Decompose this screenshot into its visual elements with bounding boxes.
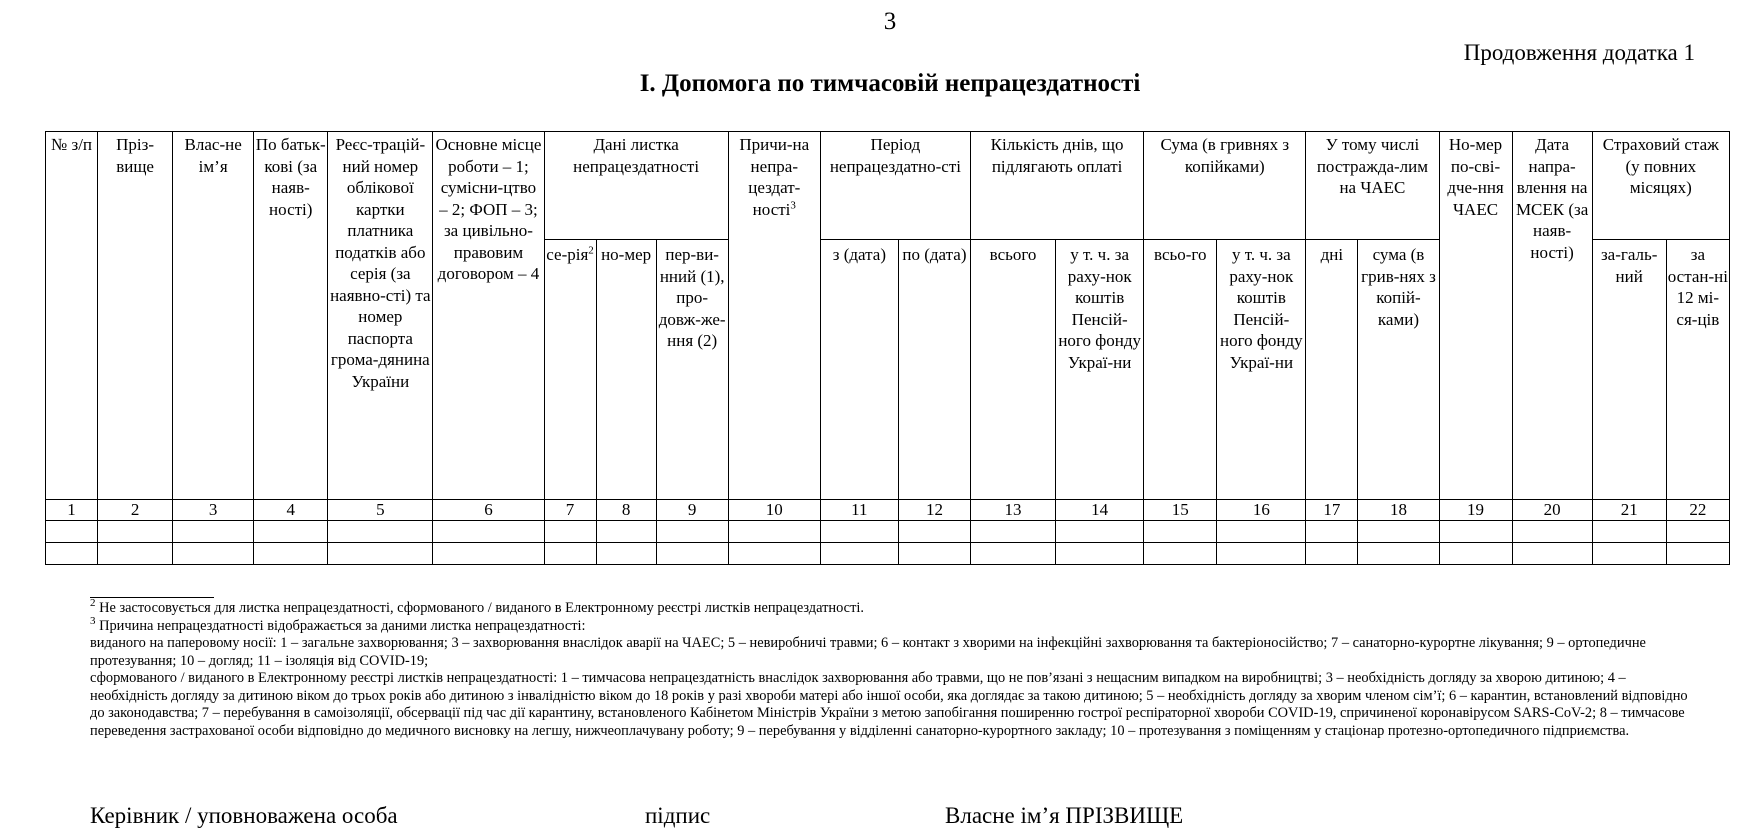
column-number: 17: [1306, 500, 1358, 521]
header-group-insurance-stazh: Страховий стаж (у повних місяцях): [1592, 132, 1729, 240]
header-period-from: з (дата): [820, 240, 898, 500]
header-chaes-sum: сума (в грив-нях з копій-ками): [1358, 240, 1439, 500]
footnote-3-marker: 3: [90, 614, 96, 627]
header-sum-pension-fund: у т. ч. за раху-нок коштів Пенсій-ного фонду Украї-ни: [1217, 240, 1306, 500]
column-number: 11: [820, 500, 898, 521]
table-cell[interactable]: [254, 543, 328, 565]
table-cell[interactable]: [656, 543, 728, 565]
column-number: 2: [98, 500, 173, 521]
column-number: 12: [898, 500, 970, 521]
column-number: 1: [46, 500, 98, 521]
table-cell[interactable]: [1306, 521, 1358, 543]
table-cell[interactable]: [1666, 521, 1729, 543]
footnote-divider: [90, 597, 214, 598]
footnote-3-text: Причина непрацездатності відображається за даними листка непрацездатності:: [95, 617, 586, 634]
header-sum-total: всьо-го: [1144, 240, 1217, 500]
header-number: но-мер: [596, 240, 656, 500]
table-cell[interactable]: [254, 521, 328, 543]
table-cell[interactable]: [728, 543, 820, 565]
header-cause: [728, 132, 820, 500]
table-cell[interactable]: [1358, 521, 1439, 543]
table-cell[interactable]: [820, 543, 898, 565]
footnote-2-text: Не застосовується для листка непрацездатності, сформованого / виданого в Електронному реєстрі листків непрацездатності.: [95, 600, 864, 616]
header-days-total: всього: [971, 240, 1056, 500]
table-cell[interactable]: [173, 543, 254, 565]
column-number: 21: [1592, 500, 1666, 521]
sick-leave-table: [45, 131, 1730, 565]
section-title: І. Допомога по тимчасовій непрацездатності: [639, 70, 1141, 97]
column-numbers-row: [46, 500, 1730, 521]
footnote-2-marker: 2: [90, 597, 96, 610]
header-row-number: № з/п: [46, 132, 98, 500]
header-primary-continuation: пер-ви-нний (1), про-довж-же-ння (2): [656, 240, 728, 500]
table-cell[interactable]: [1358, 543, 1439, 565]
table-cell[interactable]: [656, 521, 728, 543]
signature-label: підпис: [645, 803, 711, 828]
table-row: [46, 521, 1730, 543]
table-cell[interactable]: [1144, 521, 1217, 543]
column-number: 10: [728, 500, 820, 521]
header-cause-text: Причи-на непра-цездат-ності: [739, 135, 810, 219]
header-group-days: Кількість днів, що підлягають оплаті: [971, 132, 1144, 240]
header-group-chaes: У тому числі постражда-лим на ЧАЕС: [1306, 132, 1439, 240]
header-row-top: [46, 132, 1730, 240]
table-cell[interactable]: [1056, 543, 1144, 565]
footnote-paper-codes: виданого на паперовому носії: 1 – загальне захворювання; 3 – захворювання внаслідок аварії на ЧАЕС; 5 – невиробничі травми; 6 – контакт з хворими на інфекційні захворювання та бактеріоносійство; 7 – санаторно-курортне лікування; 9 – ортопедичне протезування; 10 – догляд; 11 – ізоляція від COVID-19;: [90, 635, 1646, 669]
table-cell[interactable]: [728, 521, 820, 543]
table-cell[interactable]: [173, 521, 254, 543]
table-cell[interactable]: [98, 521, 173, 543]
column-number: 3: [173, 500, 254, 521]
table-cell[interactable]: [46, 543, 98, 565]
table-cell[interactable]: [820, 521, 898, 543]
table-cell[interactable]: [1512, 521, 1592, 543]
table-cell[interactable]: [433, 543, 544, 565]
table-cell[interactable]: [1144, 543, 1217, 565]
table-cell[interactable]: [1512, 543, 1592, 565]
table-cell[interactable]: [1592, 521, 1666, 543]
table-cell[interactable]: [1666, 543, 1729, 565]
table-cell[interactable]: [971, 543, 1056, 565]
header-period-to: по (дата): [898, 240, 970, 500]
continuation-label: Продовження додатка 1: [1463, 40, 1695, 65]
column-number: 9: [656, 500, 728, 521]
table-cell[interactable]: [1217, 521, 1306, 543]
footnote-electronic-codes: сформованого / виданого в Електронному реєстрі листків непрацездатності: 1 – тимчасова непрацездатність внаслідок захворювання або травми, що не пов’язані з нещасним випадком на виробництві; 3 – необхідність догляду за хворою дитиною; 4 – необхідність догляду за дитиною віком до трьох років або дитиною з інвалідністю віком до 18 років у разі хвороби матері або іншої особи, яка доглядає за такою дитиною; 5 – необхідність догляду за хворим членом сім’ї; 6 – карантин, встановлений відповідно до законодавства; 7 – перебування в самоізоляції, обсервації під час дії карантину, встановленого Кабінетом Міністрів України з метою запобігання поширенню гострої респіраторної хвороби COVID-19, спричиненої коронавірусом SARS-CoV-2; 8 – тимчасове переведення застрахованої особи відповідно до медичного висновку на легшу, нижчеоплачувану роботу; 9 – перебування у відділенні санаторно-курортного закладу; 10 – протезування з поміщенням у стаціонар протезно-ортопедичного підприємства.: [90, 670, 1688, 739]
column-number: 4: [254, 500, 328, 521]
header-chaes-certificate: Но-мер по-сві-дче-ння ЧАЕС: [1439, 132, 1512, 500]
header-series: [544, 240, 596, 500]
header-group-sick-leave: Дані листка непрацездатності: [544, 132, 728, 240]
column-number: 15: [1144, 500, 1217, 521]
table-cell[interactable]: [1056, 521, 1144, 543]
table-cell[interactable]: [1439, 543, 1512, 565]
table-cell[interactable]: [596, 543, 656, 565]
table-cell[interactable]: [1592, 543, 1666, 565]
header-group-period: Період непрацездатно-сті: [820, 132, 970, 240]
page-number: 3: [883, 8, 897, 35]
signature-role: Керівник / уповноважена особа: [90, 803, 398, 828]
column-number: 14: [1056, 500, 1144, 521]
column-number: 19: [1439, 500, 1512, 521]
column-number: 16: [1217, 500, 1306, 521]
table-cell[interactable]: [1306, 543, 1358, 565]
table-cell[interactable]: [46, 521, 98, 543]
table-cell[interactable]: [898, 521, 970, 543]
table-cell[interactable]: [898, 543, 970, 565]
signature-name: Власне ім’я ПРІЗВИЩЕ: [945, 803, 1184, 828]
table-cell[interactable]: [98, 543, 173, 565]
header-surname: Пріз-вище: [98, 132, 173, 500]
header-msek-date: Дата напра-влення на МСЕК (за наяв-ності): [1512, 132, 1592, 500]
header-first-name: Влас-не ім’я: [173, 132, 254, 500]
footnote-2: [90, 597, 1690, 618]
table-cell[interactable]: [544, 521, 596, 543]
footnotes: [90, 597, 1690, 740]
header-chaes-days: дні: [1306, 240, 1358, 500]
table-cell[interactable]: [596, 521, 656, 543]
footnote-ref-2: 2: [588, 244, 594, 257]
column-number: 20: [1512, 500, 1592, 521]
header-stazh-last-12: за остан-ні 12 мі-ся-ців: [1666, 240, 1729, 500]
header-group-sum: Сума (в гривнях з копійками): [1144, 132, 1306, 240]
column-number: 6: [433, 500, 544, 521]
header-stazh-total: за-галь-ний: [1592, 240, 1666, 500]
header-employment-type: Основне місце роботи – 1; сумісни-цтво – 2; ФОП – 3; за цивільно-правовим договором – 4: [433, 132, 544, 500]
header-days-pension-fund: у т. ч. за раху-нок коштів Пенсій-ного фонду Украї-ни: [1056, 240, 1144, 500]
table-cell[interactable]: [1439, 521, 1512, 543]
column-number: 18: [1358, 500, 1439, 521]
column-number: 13: [971, 500, 1056, 521]
table-cell[interactable]: [544, 543, 596, 565]
table-cell[interactable]: [1217, 543, 1306, 565]
header-tax-number: Реєс-трацій-ний номер облікової картки платника податків або серія (за наявно-сті) та номер паспорта грома-дянина України: [328, 132, 433, 500]
header-patronymic: По батьк-кові (за наяв-ності): [254, 132, 328, 500]
footnote-ref-3: 3: [790, 198, 796, 211]
table-cell[interactable]: [433, 521, 544, 543]
column-number: 22: [1666, 500, 1729, 521]
table-cell[interactable]: [328, 521, 433, 543]
column-number: 8: [596, 500, 656, 521]
table-cell[interactable]: [328, 543, 433, 565]
header-series-text: се-рія: [546, 245, 589, 264]
column-number: 5: [328, 500, 433, 521]
table-row: [46, 543, 1730, 565]
column-number: 7: [544, 500, 596, 521]
footnote-3: [90, 614, 1690, 636]
table-cell[interactable]: [971, 521, 1056, 543]
